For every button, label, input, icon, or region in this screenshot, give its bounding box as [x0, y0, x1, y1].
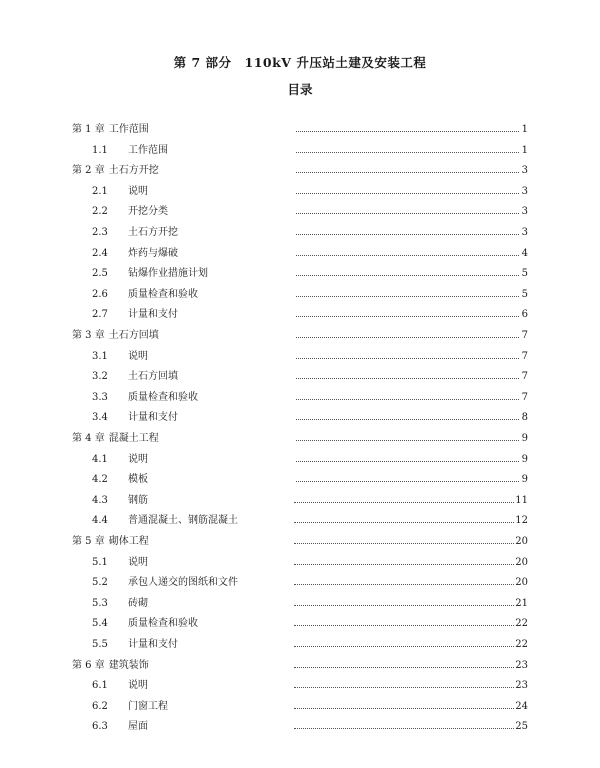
- toc-section-entry[interactable]: [72, 494, 528, 508]
- toc-entry-lead: [72, 411, 295, 425]
- toc-entry-number: 4.3: [92, 494, 108, 506]
- toc-entry-title: 模板: [128, 474, 148, 486]
- dot-leader: [296, 481, 519, 482]
- dot-leader: [296, 378, 519, 379]
- toc-section-entry[interactable]: [72, 576, 528, 590]
- toc-entry-lead: [72, 308, 295, 322]
- toc-entry-number: 3.2: [92, 371, 108, 383]
- toc-entry-lead: [72, 597, 293, 611]
- toc-entry-number: 2.7: [92, 309, 108, 321]
- toc-entry-title: 计量和支付: [128, 412, 178, 424]
- toc-entry-title: 土石方回填: [128, 371, 178, 383]
- toc-entry-page: 4: [521, 247, 528, 259]
- toc-entry-lead: [72, 494, 293, 508]
- dot-leader: [296, 440, 519, 441]
- toc-entry-lead: [72, 453, 295, 467]
- toc-entry-number: 第 4 章: [72, 433, 105, 444]
- toc-chapter-entry[interactable]: [72, 164, 528, 178]
- toc-section-entry[interactable]: [72, 617, 528, 631]
- toc-entry-lead: [72, 164, 295, 178]
- toc-section-entry[interactable]: [72, 700, 528, 714]
- toc-entry-lead: [72, 720, 293, 734]
- toc-section-entry[interactable]: [72, 556, 528, 570]
- toc-entry-title: 承包人递交的图纸和文件: [128, 577, 238, 589]
- dot-leader: [296, 213, 519, 214]
- toc-heading: 目录: [287, 82, 313, 97]
- toc-entry-page: 7: [521, 330, 528, 341]
- toc-entry-page: 1: [521, 124, 528, 135]
- dot-leader: [296, 131, 519, 132]
- toc-section-entry[interactable]: [72, 720, 528, 734]
- dot-leader: [294, 522, 515, 523]
- toc-entry-title: 建筑装饰: [108, 659, 149, 671]
- toc-entry-page: 24: [515, 700, 529, 712]
- toc-section-entry[interactable]: [72, 185, 528, 199]
- dot-leader: [294, 502, 515, 503]
- toc-entry-page: 9: [521, 474, 528, 486]
- toc-entry-title: 钢筋: [128, 494, 148, 506]
- toc-entry-page: 25: [515, 721, 529, 733]
- dot-leader: [294, 687, 515, 688]
- dot-leader: [296, 193, 519, 194]
- toc-entry-lead: [72, 576, 293, 590]
- toc-entry-number: 2.4: [92, 247, 108, 259]
- toc-entry-number: 2.5: [92, 268, 108, 280]
- toc-entry-lead: [72, 267, 295, 281]
- toc-entry-number: 3.1: [92, 350, 108, 362]
- toc-entry-title: 砖砌: [128, 597, 148, 609]
- toc-entry-page: 23: [515, 659, 529, 671]
- toc-entry-number: 6.3: [92, 721, 108, 733]
- dot-leader: [296, 275, 519, 276]
- toc-entry-title: 质量检查和验收: [128, 618, 198, 630]
- toc-entry-title: 工作范围: [128, 144, 168, 156]
- dot-leader: [294, 584, 515, 585]
- toc-entry-title: 计量和支付: [128, 309, 178, 321]
- toc-entry-page: 3: [521, 227, 528, 238]
- dot-leader: [294, 605, 515, 606]
- toc-section-entry[interactable]: [72, 288, 528, 302]
- toc-entry-lead: [72, 144, 295, 158]
- dot-leader: [294, 625, 515, 626]
- toc-entry-number: 4.4: [92, 515, 108, 527]
- toc-entry-number: 5.4: [92, 618, 108, 630]
- dot-leader: [294, 667, 515, 668]
- dot-leader: [296, 152, 519, 153]
- dot-leader: [294, 564, 515, 565]
- toc-section-entry[interactable]: [72, 679, 528, 693]
- toc-entry-lead: [72, 391, 295, 405]
- toc-entry-page: 3: [521, 165, 528, 177]
- toc-entry-number: 3.3: [92, 391, 108, 403]
- toc-entry-page: 20: [515, 577, 529, 589]
- toc-entry-number: 5.5: [92, 639, 108, 650]
- dot-leader: [294, 708, 515, 709]
- toc-chapter-entry[interactable]: [72, 123, 528, 137]
- toc-entry-lead: [72, 679, 293, 693]
- toc-entry-page: 20: [515, 556, 529, 568]
- toc-entry-page: 7: [521, 371, 528, 383]
- toc-entry-number: 2.2: [92, 206, 108, 218]
- dot-leader: [296, 255, 519, 256]
- toc-section-entry[interactable]: [72, 514, 528, 528]
- toc-entry-number: 2.3: [92, 227, 108, 238]
- toc-entry-page: 5: [521, 288, 528, 300]
- toc-entry-lead: [72, 123, 295, 137]
- toc-entry-number: 1.1: [92, 144, 108, 156]
- toc-entry-lead: [72, 288, 295, 302]
- toc-entry-number: 第 5 章: [72, 536, 105, 547]
- toc-entry-title: 工作范围: [108, 124, 149, 135]
- dot-leader: [296, 461, 519, 462]
- toc-entry-title: 质量检查和验收: [128, 391, 198, 403]
- dot-leader: [296, 296, 519, 297]
- toc-entry-title: 说明: [128, 680, 148, 692]
- toc-entry-page: 7: [521, 391, 528, 403]
- toc-entry-title: 砌体工程: [108, 536, 149, 547]
- toc-entry-title: 普通混凝土、钢筋混凝土: [128, 515, 238, 527]
- toc-entry-title: 屋面: [128, 721, 148, 733]
- toc-entry-number: 3.4: [92, 412, 108, 424]
- toc-section-entry[interactable]: [72, 144, 528, 158]
- toc-entry-lead: [72, 535, 293, 549]
- toc-chapter-entry[interactable]: [72, 432, 528, 446]
- toc-entry-lead: [72, 556, 293, 570]
- toc-entry-title: 钻爆作业措施计划: [128, 268, 208, 280]
- toc-entry-title: 说明: [128, 185, 148, 197]
- toc-chapter-entry[interactable]: [72, 659, 528, 673]
- dot-leader: [296, 234, 519, 235]
- toc-entry-title: 土石方开挖: [108, 165, 159, 177]
- toc-entry-number: 4.2: [92, 474, 108, 486]
- toc-entry-page: 3: [521, 185, 528, 197]
- toc-entry-page: 5: [521, 268, 528, 280]
- toc-entry-page: 22: [515, 639, 529, 650]
- toc-entry-title: 土石方回填: [108, 330, 159, 341]
- toc-section-entry[interactable]: [72, 350, 528, 364]
- toc-entry-page: 7: [521, 350, 528, 362]
- toc-entry-page: 3: [521, 206, 528, 218]
- toc-entry-lead: [72, 329, 295, 343]
- toc-entry-page: 20: [515, 536, 529, 547]
- toc-section-entry[interactable]: [72, 226, 528, 240]
- toc-entry-page: 23: [515, 680, 529, 692]
- toc-entry-title: 土石方开挖: [128, 227, 178, 238]
- toc-entry-number: 2.1: [92, 185, 108, 197]
- toc-entry-lead: [72, 226, 295, 240]
- toc-entry-number: 4.1: [92, 453, 108, 465]
- toc-entry-lead: [72, 473, 295, 487]
- toc-entry-lead: [72, 514, 293, 528]
- toc-entry-page: 1: [521, 144, 528, 156]
- toc-entry-lead: [72, 617, 293, 631]
- toc-entry-lead: [72, 185, 295, 199]
- toc-entry-page: 9: [521, 453, 528, 465]
- toc-entry-lead: [72, 205, 295, 219]
- toc-entry-number: 第 6 章: [72, 659, 105, 671]
- toc-entry-lead: [72, 247, 295, 261]
- dot-leader: [296, 316, 519, 317]
- dot-leader: [294, 646, 515, 647]
- toc-entry-number: 2.6: [92, 288, 108, 300]
- dot-leader: [296, 399, 519, 400]
- toc-entry-number: 第 3 章: [72, 330, 105, 341]
- dot-leader: [296, 358, 519, 359]
- toc-section-entry[interactable]: [72, 247, 528, 261]
- dot-leader: [296, 172, 519, 173]
- dot-leader: [294, 543, 515, 544]
- toc-entry-title: 说明: [128, 556, 148, 568]
- toc-entry-title: 计量和支付: [128, 639, 178, 650]
- toc-entry-title: 炸药与爆破: [128, 247, 178, 259]
- toc-section-entry[interactable]: [72, 267, 528, 281]
- document-title: 第 7 部分 110kV 升压站土建及安装工程: [173, 55, 427, 70]
- toc-section-entry[interactable]: [72, 597, 528, 611]
- toc-entry-page: 11: [515, 494, 529, 506]
- toc-section-entry[interactable]: [72, 411, 528, 425]
- dot-leader: [296, 419, 519, 420]
- toc-entry-page: 9: [521, 433, 528, 444]
- toc-entry-lead: [72, 432, 295, 446]
- toc-entry-number: 6.1: [92, 680, 108, 692]
- toc-entry-title: 混凝土工程: [108, 433, 159, 444]
- toc-chapter-entry[interactable]: [72, 329, 528, 343]
- toc-section-entry[interactable]: [72, 391, 528, 405]
- toc-section-entry[interactable]: [72, 205, 528, 219]
- toc-entry-title: 门窗工程: [128, 700, 168, 712]
- toc-chapter-entry[interactable]: [72, 535, 528, 549]
- toc-entry-title: 质量检查和验收: [128, 288, 198, 300]
- toc-entry-lead: [72, 638, 293, 652]
- toc-entry-page: 6: [521, 309, 528, 321]
- toc-entry-number: 第 2 章: [72, 165, 105, 177]
- toc-entry-number: 5.1: [92, 556, 108, 568]
- toc-entry-lead: [72, 370, 295, 384]
- toc-entry-lead: [72, 659, 293, 673]
- toc-entry-page: 22: [515, 618, 529, 630]
- toc-entry-number: 6.2: [92, 700, 108, 712]
- toc-entry-lead: [72, 350, 295, 364]
- dot-leader: [294, 728, 515, 729]
- toc-entry-page: 12: [515, 515, 529, 527]
- toc-entry-title: 说明: [128, 350, 148, 362]
- toc-entry-number: 5.3: [92, 597, 108, 609]
- toc-section-entry[interactable]: [72, 453, 528, 467]
- toc-entry-title: 开挖分类: [128, 206, 168, 218]
- dot-leader: [296, 337, 519, 338]
- toc-entry-lead: [72, 700, 293, 714]
- toc-section-entry[interactable]: [72, 308, 528, 322]
- toc-entry-title: 说明: [128, 453, 148, 465]
- toc-section-entry[interactable]: [72, 473, 528, 487]
- toc-entry-number: 5.2: [92, 577, 108, 589]
- toc-entry-number: 第 1 章: [72, 124, 105, 135]
- toc-entry-page: 8: [521, 412, 528, 424]
- toc-section-entry[interactable]: [72, 638, 528, 652]
- toc-section-entry[interactable]: [72, 370, 528, 384]
- toc-entry-page: 21: [515, 597, 529, 609]
